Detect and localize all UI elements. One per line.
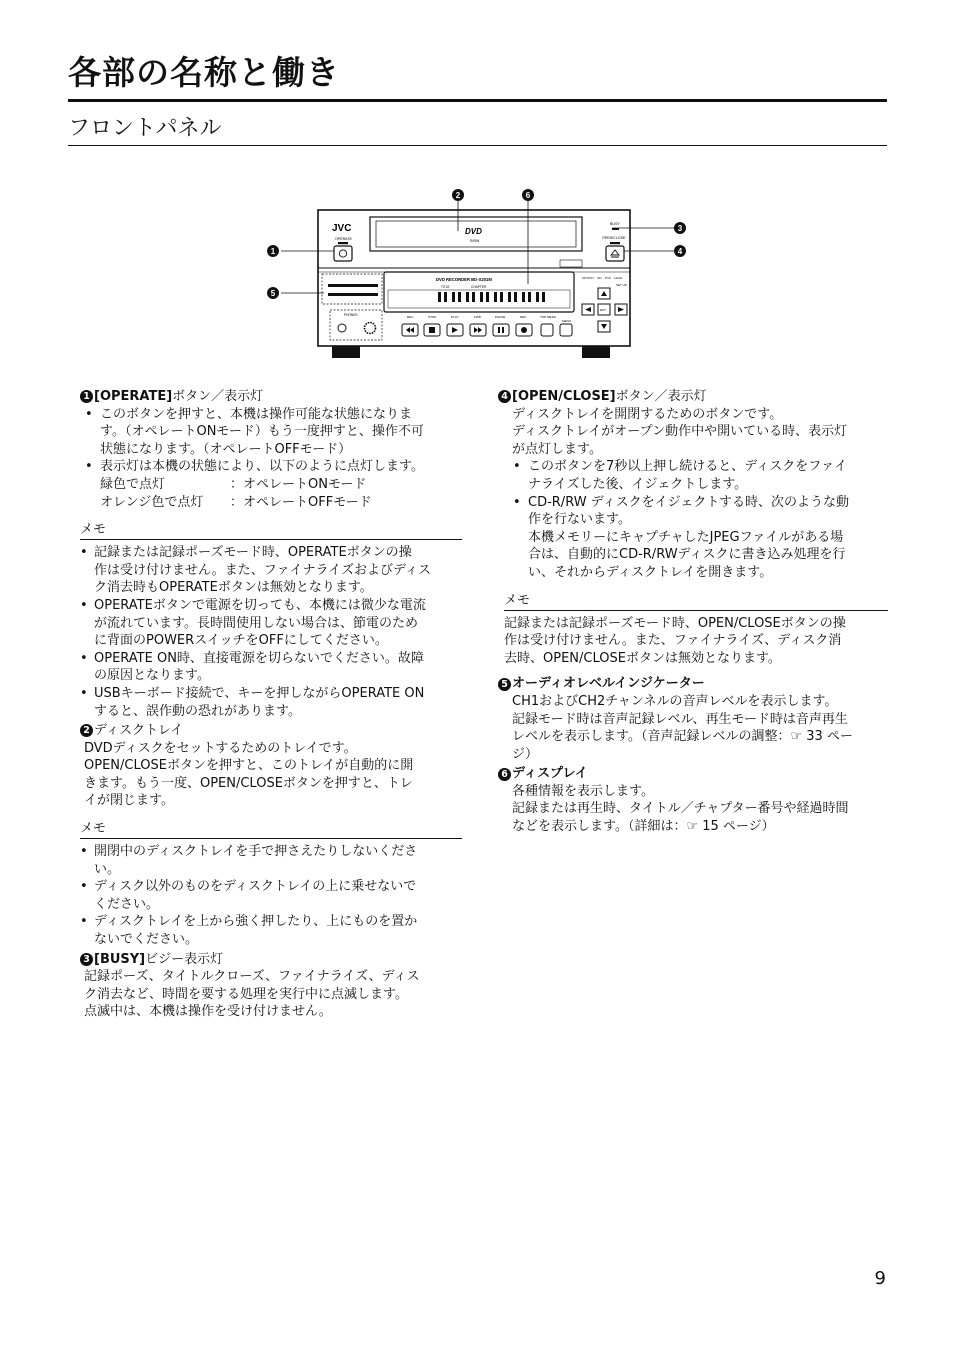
section-disc-tray bbox=[80, 722, 462, 949]
text-line: • 記録または記録ポーズモード時、OPERATEボタンの操 bbox=[94, 545, 412, 561]
list-item bbox=[80, 685, 462, 720]
memo-title: メモ bbox=[80, 819, 462, 839]
text-line: きます。もう一度、OPEN/CLOSEボタンを押すと、トレ bbox=[84, 775, 413, 791]
number-badge: 4 bbox=[498, 390, 511, 403]
number-badge: 2 bbox=[80, 724, 93, 737]
text-line: 作を行ないます。 bbox=[528, 512, 631, 528]
dvd-logo: DVD bbox=[465, 227, 482, 236]
text-line: に背面のPOWERスイッチをOFFにしてください。 bbox=[94, 633, 388, 649]
left-column bbox=[80, 388, 462, 1021]
heading-text: ボタン／表示灯 bbox=[172, 389, 264, 404]
list-item bbox=[80, 913, 462, 948]
page-title: 各部の名称と働き bbox=[68, 53, 340, 92]
bullet-list bbox=[498, 458, 888, 581]
pvc-label: PVC bbox=[605, 276, 612, 280]
busy-label: BUSY bbox=[610, 222, 620, 226]
right-column bbox=[498, 388, 888, 836]
status-key: 緑色で点灯 bbox=[100, 476, 166, 492]
status-key: オレンジ色で点灯 bbox=[100, 494, 204, 510]
paragraph bbox=[80, 968, 462, 1021]
text-line: 記録モード時は音声記録レベル、再生モード時は音声再生 bbox=[512, 711, 848, 727]
list-item bbox=[508, 494, 888, 582]
text-line: が点灯します。 bbox=[512, 441, 602, 457]
status-row bbox=[100, 476, 462, 494]
text-line: 記録または再生時、タイトル／チャプター番号や経過時間 bbox=[512, 801, 849, 817]
status-value: ：オペレートONモード bbox=[230, 476, 367, 492]
paragraph bbox=[80, 740, 462, 810]
memo-title: メモ bbox=[80, 520, 462, 540]
lang-label: LANG bbox=[614, 276, 623, 280]
section-heading bbox=[80, 951, 462, 969]
text-line: OPEN/CLOSEボタンを押すと、このトレイが自動的に開 bbox=[84, 758, 414, 774]
heading-text: オーディオレベルインジケーター bbox=[512, 676, 705, 692]
ent-label: ENT bbox=[600, 308, 606, 312]
number-badge: 5 bbox=[498, 678, 511, 691]
text-line: の原因となります。 bbox=[94, 668, 210, 684]
heading-key: [OPEN/CLOSE] bbox=[512, 389, 616, 404]
list-item bbox=[80, 406, 462, 459]
text-line: ください。 bbox=[94, 896, 160, 912]
text-line: ク消去時もOPERATEボタンは無効となります。 bbox=[94, 580, 373, 596]
on-label: ON bbox=[597, 276, 602, 280]
text-line: 作は受け付けません。また、ファイナライズおよびディス bbox=[94, 562, 431, 578]
pause-label: PAUSE bbox=[495, 315, 506, 319]
heading-text: ディスクトレイ bbox=[94, 723, 184, 739]
text-line: 作は受け付けません。また、ファイナライズ、ディスク消 bbox=[504, 633, 842, 649]
section-heading bbox=[498, 765, 888, 783]
text-line: • USBキーボード接続で、キーを押しながらOPERATE ON bbox=[94, 685, 425, 701]
text-line: • このボタンを押すと、本機は操作可能な状態になりま bbox=[100, 406, 413, 422]
display-title-label: TITLE bbox=[441, 285, 450, 289]
number-badge: 3 bbox=[80, 953, 93, 966]
play-label: PLAY bbox=[451, 315, 459, 319]
heading-text: ディスプレイ bbox=[512, 766, 588, 782]
text-line: い、それからディスクトレイを開きます。 bbox=[528, 564, 773, 580]
stop-icon bbox=[429, 327, 435, 333]
heading-key: [BUSY] bbox=[94, 951, 146, 967]
memo-box bbox=[80, 819, 462, 949]
section-heading bbox=[80, 388, 462, 406]
section-title: フロントパネル bbox=[68, 116, 222, 141]
brand-logo: JVC bbox=[332, 223, 352, 234]
model-name: DVD RECORDER BD-X201M bbox=[436, 277, 492, 282]
rec-label: REC bbox=[520, 315, 527, 319]
stop-label: STOP bbox=[428, 315, 437, 319]
text-line: 本機メモリーにキャプチャしたJPEGファイルがある場 bbox=[528, 529, 844, 545]
text-line: 状態になります。（オペレートOFFモード） bbox=[100, 441, 352, 457]
text-line: • このボタンを7秒以上押し続けると、ディスクをファイ bbox=[528, 459, 847, 475]
memo-list bbox=[80, 843, 462, 949]
text-line: ディスクトレイがオープン動作中や開いている時、表示灯 bbox=[512, 424, 848, 440]
text-line: 各種情報を表示します。 bbox=[512, 783, 654, 799]
text-line: イが閉じます。 bbox=[84, 793, 174, 809]
text-line: ジ） bbox=[512, 746, 539, 762]
memo-box bbox=[504, 591, 888, 668]
section-heading bbox=[498, 675, 888, 693]
memo-title: メモ bbox=[504, 591, 888, 611]
text-line: • ディスク以外のものをディスクトレイの上に乗せないで bbox=[94, 879, 417, 895]
text-line: • ディスクトレイを上から強く押したり、上にものを置か bbox=[94, 914, 418, 930]
text-line: CH1およびCH2チャンネルの音声レベルを表示します。 bbox=[512, 693, 838, 709]
bullet-list bbox=[80, 406, 462, 512]
list-item bbox=[508, 458, 888, 493]
paragraph bbox=[498, 783, 888, 836]
text-line: す。（オペレートONモード）もう一度押すと、操作不可 bbox=[100, 424, 424, 440]
menu-button[interactable] bbox=[560, 324, 572, 336]
text-line: 合は、自動的にCD-R/RWディスクに書き込み処理を行 bbox=[528, 547, 846, 563]
text-line: DVDディスクをセットするためのトレイです。 bbox=[84, 740, 357, 756]
callout-2: 2 bbox=[455, 191, 461, 200]
callout-1: 1 bbox=[270, 247, 276, 256]
memo-box bbox=[80, 520, 462, 720]
page-number: 9 bbox=[874, 1268, 886, 1289]
text-line: 記録ポーズ、タイトルクローズ、ファイナライズ、ディス bbox=[84, 969, 420, 985]
section-display bbox=[498, 765, 888, 835]
text-line: ディスクトレイを開閉するためのボタンです。 bbox=[512, 406, 783, 422]
setup-label: SET UP bbox=[616, 283, 627, 287]
status-row bbox=[100, 494, 462, 512]
display-chapter-label: CHAPTER bbox=[471, 285, 487, 289]
option-label: OPTION bbox=[582, 276, 594, 280]
text-line: • 表示灯は本機の状態により、以下のように点灯します。 bbox=[100, 459, 424, 475]
section-busy bbox=[80, 951, 462, 1021]
text-line: • 開閉中のディスクトレイを手で押さえたりしないくださ bbox=[94, 844, 418, 860]
phones-label: PHONES bbox=[344, 313, 358, 317]
callout-5: 5 bbox=[270, 289, 276, 298]
dvd-logo-sub: R/RW bbox=[470, 239, 480, 243]
heading-text: ボタン／表示灯 bbox=[615, 389, 707, 404]
callout-4: 4 bbox=[677, 247, 683, 256]
text-line: ないでください。 bbox=[94, 932, 199, 948]
rec-icon bbox=[521, 327, 527, 333]
text-line: い。 bbox=[94, 861, 121, 877]
paragraph bbox=[498, 693, 888, 763]
callout-6: 6 bbox=[525, 191, 531, 200]
pause-icon bbox=[498, 327, 500, 333]
text-line: ク消去など、時間を要する処理を実行中に点滅します。 bbox=[84, 986, 408, 1002]
rev-label: REV bbox=[407, 315, 414, 319]
text-line: 点滅中は、本機は操作を受け付けません。 bbox=[84, 1004, 332, 1020]
section-rule bbox=[68, 145, 887, 146]
fwd-label: FWD bbox=[474, 315, 482, 319]
section-operate bbox=[80, 388, 462, 720]
top-menu-label: TOP MENU bbox=[540, 315, 557, 319]
section-open-close bbox=[498, 388, 888, 667]
heading-text: ビジー表示灯 bbox=[145, 951, 224, 967]
front-panel-diagram bbox=[260, 180, 700, 370]
text-line: が流れています。長時間使用しない場合は、節電のため bbox=[94, 615, 418, 631]
number-badge: 1 bbox=[80, 390, 93, 403]
operate-button[interactable] bbox=[334, 246, 352, 261]
callout-3: 3 bbox=[677, 224, 683, 233]
operate-label: OPERATE bbox=[335, 237, 352, 241]
top-menu-button[interactable] bbox=[541, 324, 553, 336]
list-item bbox=[80, 544, 462, 597]
status-value: ：オペレートOFFモード bbox=[230, 494, 372, 510]
text-line: • CD-R/RW ディスクをイジェクトする時、次のような動 bbox=[528, 494, 849, 510]
text-line: 去時、OPEN/CLOSEボタンは無効となります。 bbox=[504, 650, 781, 666]
section-heading bbox=[80, 722, 462, 740]
pause-button[interactable] bbox=[493, 324, 509, 336]
section-heading bbox=[498, 388, 888, 406]
text-line: • OPERATE ON時、直接電源を切らないでください。故障 bbox=[94, 650, 424, 666]
text-line: ナライズした後、イジェクトします。 bbox=[528, 476, 748, 492]
menu-label: MENU bbox=[562, 319, 572, 323]
list-item bbox=[80, 843, 462, 878]
section-audio-level bbox=[498, 675, 888, 763]
list-item bbox=[80, 458, 462, 511]
text-line: • OPERATEボタンで電源を切っても、本機には微少な電流 bbox=[94, 597, 426, 613]
text-line: などを表示します。（詳細は：☞ 15 ページ） bbox=[512, 819, 775, 835]
open-close-button[interactable] bbox=[606, 246, 624, 261]
open-close-label: OPEN/CLOSE bbox=[602, 236, 626, 240]
number-badge: 6 bbox=[498, 768, 511, 781]
paragraph bbox=[498, 406, 888, 459]
list-item bbox=[80, 597, 462, 650]
heading-key: [OPERATE] bbox=[94, 389, 173, 404]
text-line: 記録または記録ポーズモード時、OPEN/CLOSEボタンの操 bbox=[504, 615, 846, 631]
list-item bbox=[80, 878, 462, 913]
title-rule bbox=[68, 99, 887, 102]
memo-list bbox=[80, 544, 462, 720]
text-line: すると、誤作動の恐れがあります。 bbox=[94, 703, 301, 719]
text-line: レベルを表示します。（音声記録レベルの調整：☞ 33 ペー bbox=[512, 729, 853, 745]
list-item bbox=[80, 650, 462, 685]
